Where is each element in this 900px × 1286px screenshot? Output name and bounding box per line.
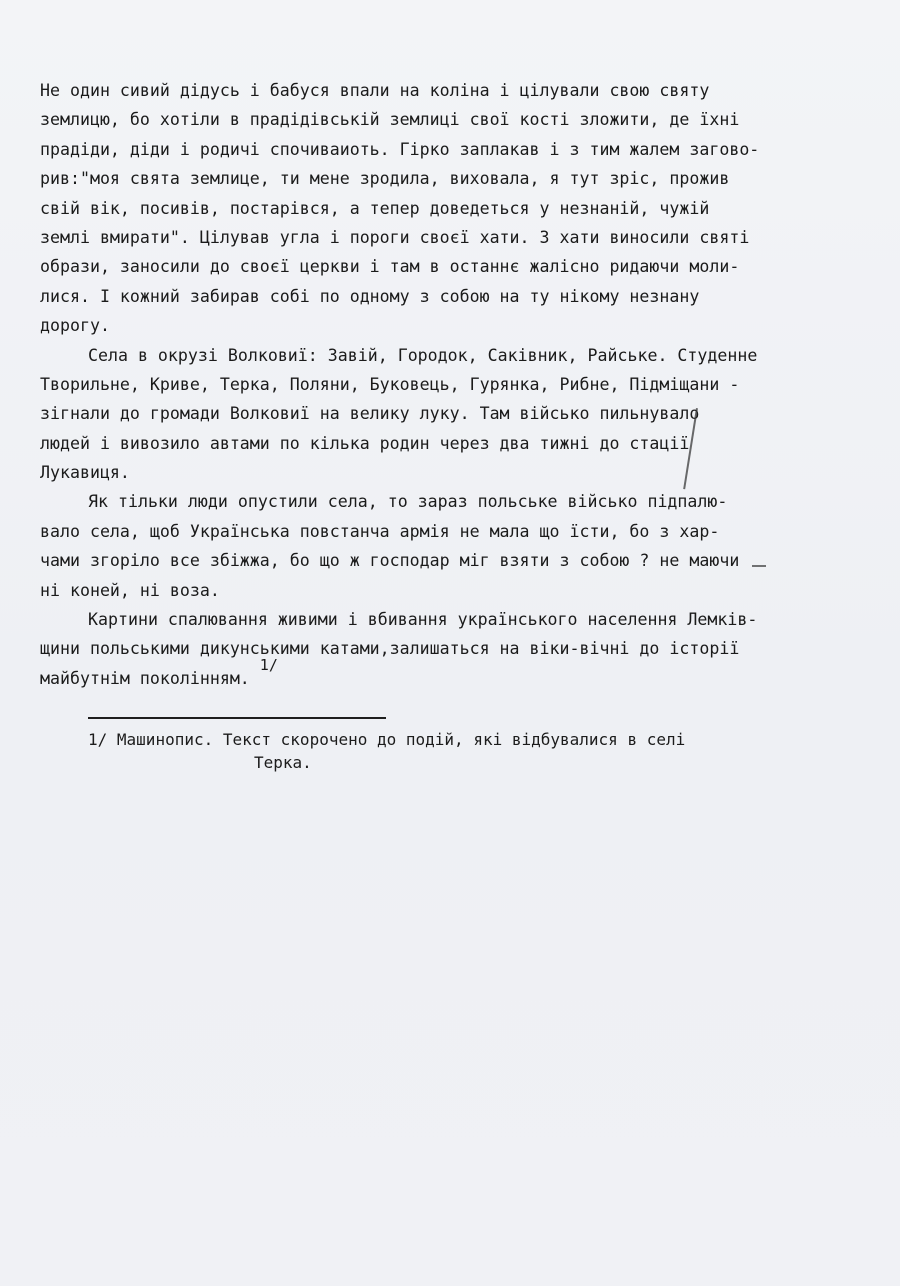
paragraph-2 bbox=[40, 341, 880, 488]
text-line: дорогу. bbox=[40, 316, 110, 336]
text-line: Лукавиця. bbox=[40, 463, 130, 483]
text-line: ні коней, ні воза. bbox=[40, 580, 220, 600]
footnote bbox=[88, 728, 878, 774]
paragraph-3 bbox=[40, 487, 880, 605]
footnote-marker: 1/ bbox=[88, 730, 108, 749]
text-line: Як тільки люди опустили села, то зараз польське військо підпалю- bbox=[88, 492, 728, 512]
paragraph-4 bbox=[40, 605, 880, 693]
text-line: Села в окрузі Волковиї: Завій, Городок, Саківник, Райське. Студенне bbox=[88, 345, 758, 365]
text-line: лися. І кожний забирав собі по одному з собою на ту нікому незнану bbox=[40, 286, 700, 306]
footnote-text: Машинопис. Текст скорочено до подій, які відбувалися в селі bbox=[116, 730, 686, 749]
text-line: чами згоріло все збіжжа, бо що ж господар міг взяти з собою ? не маючи bbox=[40, 551, 740, 571]
text-line: землицю, бо хотіли в прадідівській землиці свої кості зложити, де їхні bbox=[40, 110, 740, 130]
handwritten-pen-stroke bbox=[752, 565, 766, 567]
text-line: Картини спалювання живими і вбивання українського населення Лемків- bbox=[88, 610, 758, 630]
footnote-line bbox=[88, 728, 878, 751]
footnote-divider bbox=[88, 717, 386, 719]
paragraph-1 bbox=[40, 76, 880, 341]
text-line: Не один сивий дідусь і бабуся впали на коліна і цілували свою святу bbox=[40, 81, 710, 100]
text-line: рив:"моя свята землице, ти мене зродила, виховала, я тут зріс, прожив bbox=[40, 169, 730, 189]
text-line-content: майбутнім поколінням. bbox=[40, 668, 250, 688]
text-line: прадіди, діди і родичі спочиваиоть. Гірко заплакав і з тим жалем загово- bbox=[40, 139, 760, 159]
footnote-line: Терка. bbox=[254, 753, 312, 772]
text-line bbox=[40, 655, 880, 693]
text-line: зігнали до громади Волковиї на велику луку. Там військо пильнувало bbox=[40, 404, 700, 424]
text-line: образи, заносили до своєї церкви і там в останнє жалісно ридаючи моли- bbox=[40, 257, 740, 277]
text-line: щини польськими дикунськими катами,залишаться на віки-вічні до історії bbox=[40, 639, 740, 659]
text-line: свій вік, посивів, постарівся, а тепер доведеться у незнаній, чужій bbox=[40, 198, 710, 218]
text-line: вало села, щоб Українська повстанча армія не мала що їсти, бо з хар- bbox=[40, 521, 720, 541]
text-line: землі вмирати". Цілував угла і пороги своєї хати. З хати виносили святі bbox=[40, 227, 750, 247]
text-line: Творильне, Криве, Терка, Поляни, Буковець, Гурянка, Рибне, Підміщани - bbox=[40, 374, 740, 394]
text-line: людей і вивозило автами по кілька родин через два тижні до стації bbox=[40, 433, 690, 453]
footnote-reference: 1/ bbox=[259, 655, 278, 674]
main-text bbox=[40, 76, 880, 693]
